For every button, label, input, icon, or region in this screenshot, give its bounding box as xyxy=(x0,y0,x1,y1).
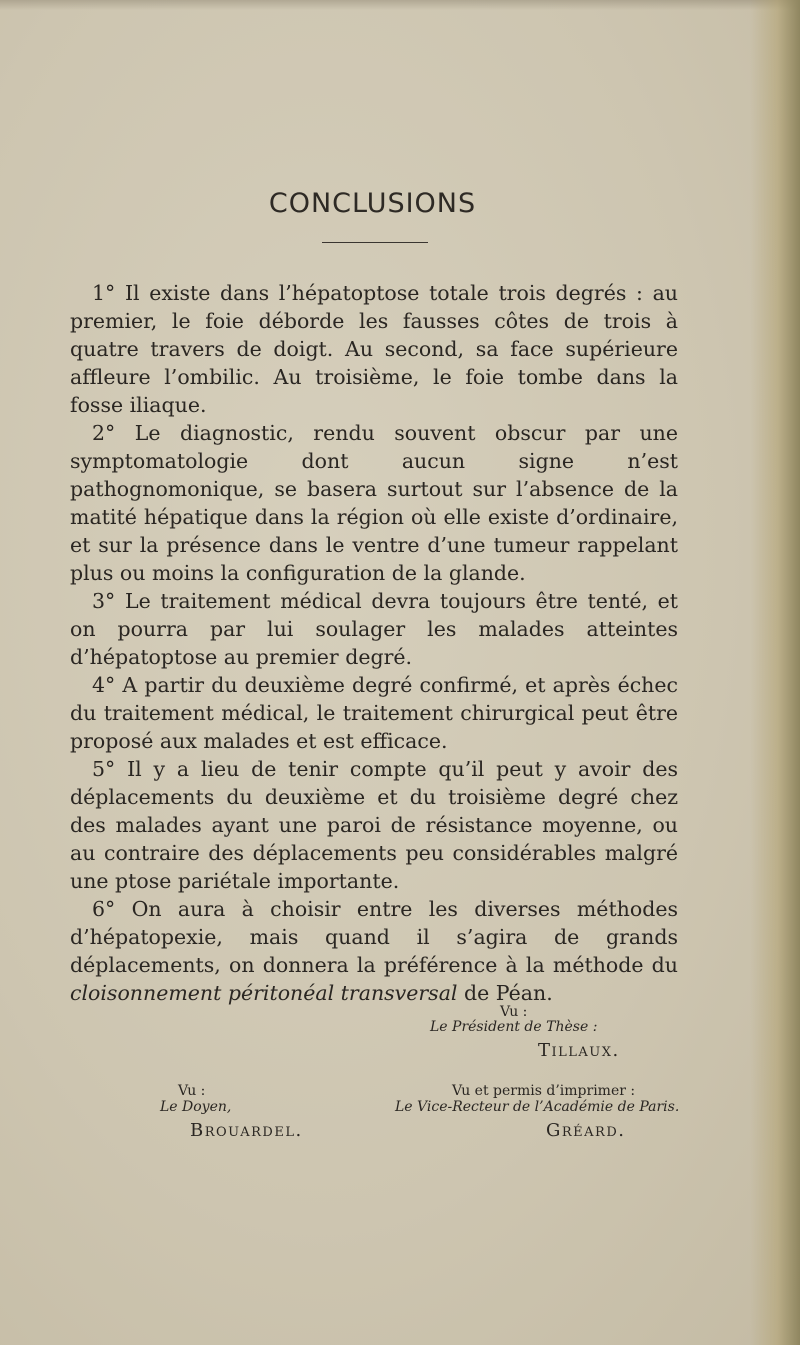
conclusion-2: 2° Le diagnostic, rendu souvent obscur par une symptomatologie dont aucun signe n’est pathognomonique, se basera surtout sur l’absence de la matité hépatique dans la région où elle existe d’ordinaire, et sur la présence dans le ventre d’une tumeur rappelant plus ou moins la configuration de la glande. xyxy=(70,421,678,585)
conclusions-body xyxy=(70,279,678,1007)
title-rule xyxy=(322,242,428,243)
recteur-name: Gréard. xyxy=(546,1120,626,1141)
recteur-vu: Vu et permis d’imprimer : xyxy=(452,1083,636,1099)
page-title: CONCLUSIONS xyxy=(268,188,477,219)
president-name: Tillaux. xyxy=(538,1040,620,1061)
conclusion-6-end: de Péan. xyxy=(457,981,553,1005)
page-edge-shadow xyxy=(750,0,800,1345)
president-role: Le Président de Thèse : xyxy=(430,1019,598,1035)
conclusion-6 xyxy=(70,895,678,1007)
conclusion-4: 4° A partir du deuxième degré confirmé, et après échec du traitement médical, le traitement chirurgical peut être proposé aux malades et est efficace. xyxy=(70,673,678,753)
conclusion-1: 1° Il existe dans l’hépatoptose totale trois degrés : au premier, le foie déborde les fausses côtes de trois à quatre travers de doigt. Au second, sa face supérieure affleure l’ombilic. Au troisième, le foie tombe dans la fosse iliaque. xyxy=(70,281,678,417)
doyen-vu: Vu : xyxy=(178,1083,206,1099)
conclusion-3: 3° Le traitement médical devra toujours être tenté, et on pourra par lui soulager les malades atteintes d’hépatoptose au premier degré. xyxy=(70,589,678,669)
conclusion-6-text: 6° On aura à choisir entre les diverses méthodes d’hépatopexie, mais quand il s’agira de grands déplacements, on donnera la préférence à la méthode du xyxy=(70,897,678,977)
conclusion-5: 5° Il y a lieu de tenir compte qu’il peut y avoir des déplacements du deuxième et du troisième degré chez des malades ayant une paroi de résistance moyenne, ou au contraire des déplacements peu considérables malgré une ptose pariétale importante. xyxy=(70,757,678,893)
page-top-shadow xyxy=(0,0,800,10)
conclusion-6-italic: cloisonnement péritonéal transversal xyxy=(70,981,458,1005)
president-vu: Vu : xyxy=(500,1004,528,1020)
doyen-role: Le Doyen, xyxy=(160,1099,232,1115)
recteur-role: Le Vice-Recteur de l’Académie de Paris. xyxy=(395,1099,680,1115)
doyen-name: Brouardel. xyxy=(190,1120,303,1141)
